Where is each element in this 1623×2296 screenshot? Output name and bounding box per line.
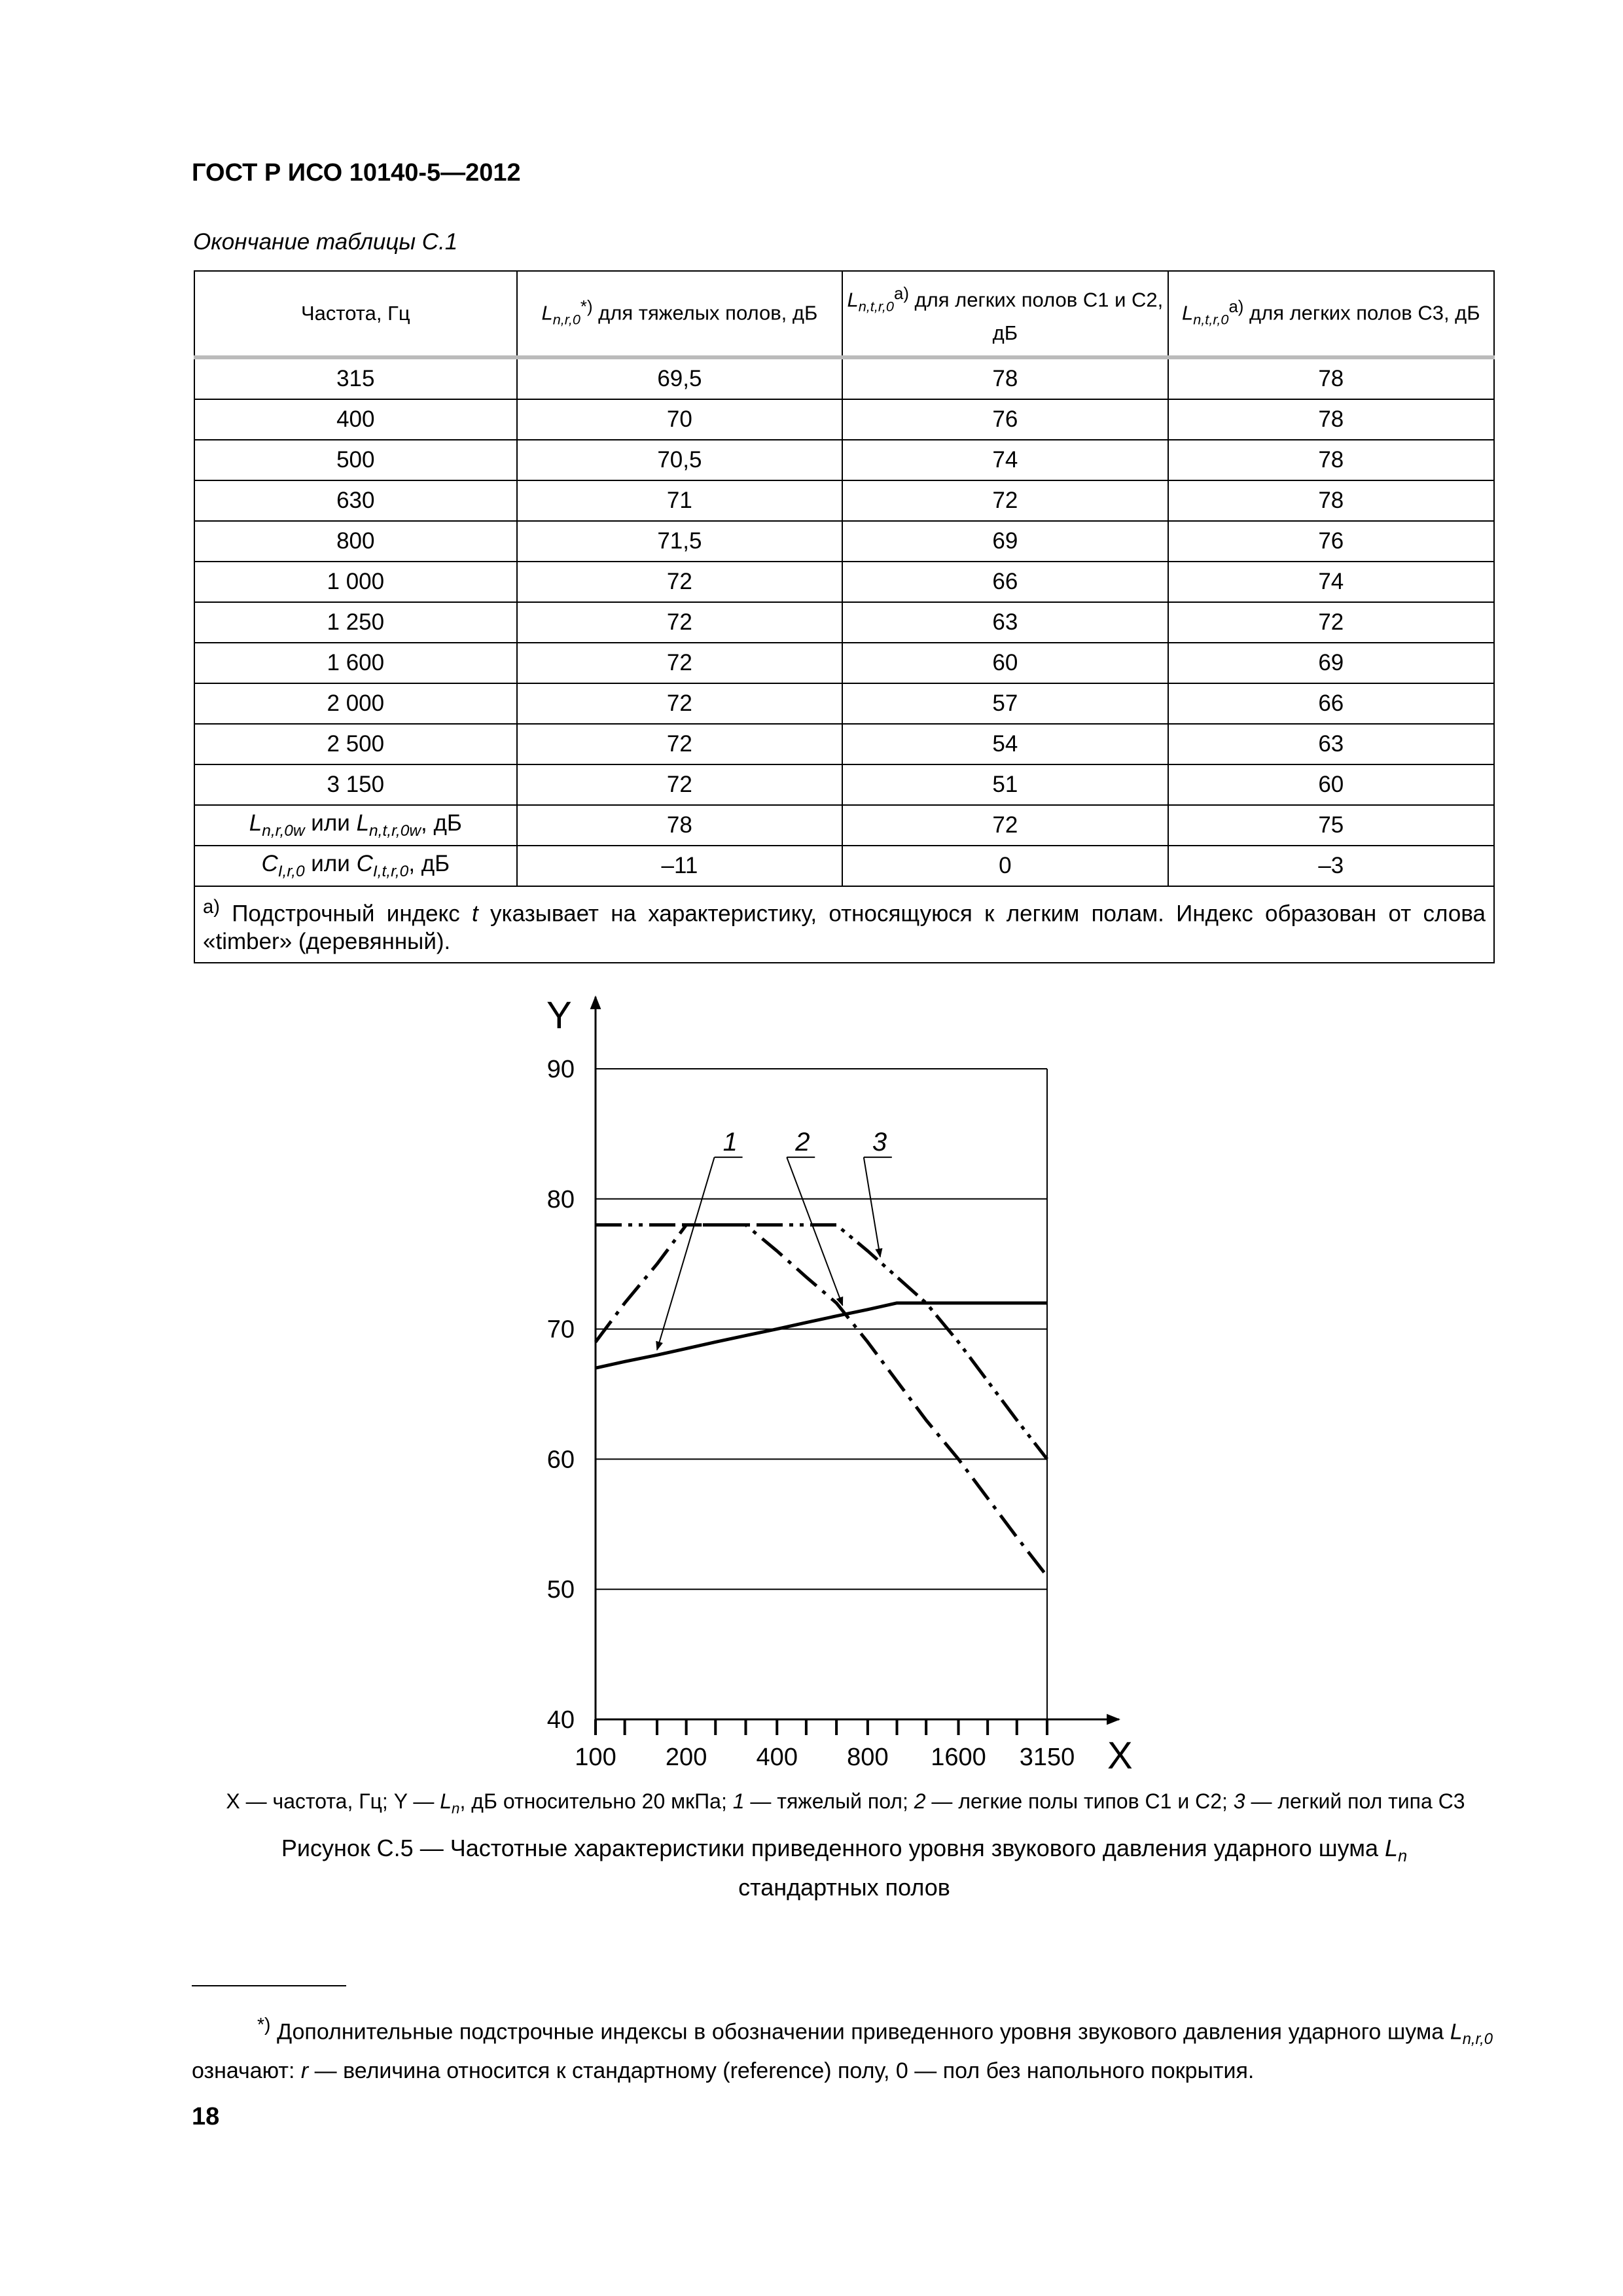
series-line-3 [596,1225,1047,1460]
y-tick-label: 40 [546,1706,575,1734]
table-cell: 69 [1168,643,1494,683]
series-label-2: 2 [795,1128,810,1157]
figure-caption: Рисунок С.5 — Частотные характеристики приведенного уровня звукового давления ударного шума $L_n$ стандартных полов [281,1835,1408,1901]
table-cell: 400 [194,399,517,440]
table-cell: 60 [1168,764,1494,805]
page-number: 18 [192,2103,220,2130]
table-cell: 78 [1168,440,1494,480]
table-cell: –11 [517,846,843,886]
table-cell: 74 [1168,562,1494,602]
table-cell: 78 [1168,399,1494,440]
table-caption: Окончание таблицы С.1 [193,229,458,255]
table-cell: 2 000 [194,683,517,724]
y-tick-label: 90 [546,1056,575,1083]
x-tick-label: 100 [575,1744,616,1771]
table-cell: $C_{I,r,0}$ или $C_{I,t,r,0}$, дБ [194,846,517,886]
table-cell: 76 [1168,521,1494,562]
table-cell: 630 [194,480,517,521]
x-axis-label: X [1107,1734,1133,1777]
table-cell: 72 [517,724,843,764]
series-line-2 [596,1225,1047,1577]
series-line-1 [596,1303,1047,1368]
table-cell: 69 [842,521,1168,562]
x-tick-label: 3150 [1019,1744,1075,1771]
table-cell: 69,5 [517,357,843,399]
table-cell: 70,5 [517,440,843,480]
table-cell: 66 [1168,683,1494,724]
table-cell: 72 [517,562,843,602]
chart-axes [596,997,1119,1735]
table-cell: 72 [517,602,843,643]
col-header-frequency: Частота, Гц [194,271,517,357]
y-tick-label: 70 [546,1316,575,1344]
footnote: *) Дополнительные подстрочные индексы в обозначении приведенного уровня звукового давления ударного шума $L_{n,r,0}$ означают: r — величина относится к стандартному (reference) полу, 0 — пол без напольного покрытия. [192,2015,1493,2084]
table-cell: 60 [842,643,1168,683]
table-cell: 1 250 [194,602,517,643]
x-tick-label: 800 [847,1744,889,1771]
table-cell: 72 [517,764,843,805]
y-tick-label: 50 [546,1576,575,1604]
x-tick-label: 200 [665,1744,707,1771]
x-tick-label: 400 [756,1744,798,1771]
footnote-separator [192,1985,346,1986]
table-cell: 72 [517,683,843,724]
chart-series [596,1225,1047,1577]
y-tick-label: 60 [546,1446,575,1474]
callout-leader-3 [864,1157,880,1257]
y-axis-label: Y [546,994,572,1037]
document-header: ГОСТ Р ИСО 10140-5—2012 [192,159,521,187]
table-cell: 72 [842,480,1168,521]
table-cell: 1 600 [194,643,517,683]
x-tick-label: 1600 [931,1744,986,1771]
table-cell: 72 [1168,602,1494,643]
figure-legend: X — частота, Гц; Y — $L_n$, дБ относительно 20 мкПа; 1 — тяжелый пол; 2 — легкие полы типов С1 и С2; 3 — легкий пол типа С3 [226,1789,1465,1817]
table-cell: 78 [1168,357,1494,399]
table-cell: 63 [842,602,1168,643]
table-cell: 54 [842,724,1168,764]
table-cell: 800 [194,521,517,562]
table-cell: 500 [194,440,517,480]
table-cell: 315 [194,357,517,399]
chart-grid [596,1069,1047,1719]
series-label-1: 1 [722,1128,738,1157]
series-label-3: 3 [872,1128,887,1157]
table-cell: 57 [842,683,1168,724]
table-cell: 51 [842,764,1168,805]
col-header-heavy: $L_{n,r,0}^{*)}$ для тяжелых полов, дБ [517,271,843,357]
table-cell: 1 000 [194,562,517,602]
table-cell: 71,5 [517,521,843,562]
table-cell: 2 500 [194,724,517,764]
table-note: $^{а)}$ Подстрочный индекс t указывает на характеристику, относящуюся к легким полам. Индекс образован от слова «timber» (деревянный). [194,886,1494,963]
table-cell: 76 [842,399,1168,440]
table-cell: 72 [842,805,1168,846]
table-cell: 72 [517,643,843,683]
table-cell: 78 [842,357,1168,399]
y-tick-label: 80 [546,1185,575,1213]
table-cell: 70 [517,399,843,440]
table-cell: –3 [1168,846,1494,886]
table-cell: 66 [842,562,1168,602]
col-header-light-c1c2: $L_{n,t,r,0}^{а)}$ для легких полов С1 и С2, дБ [842,271,1168,357]
table-cell: 78 [517,805,843,846]
table-cell: $L_{n,r,0w}$ или $L_{n,t,r,0w}$, дБ [194,805,517,846]
table-cell: 71 [517,480,843,521]
col-header-light-c3: $L_{n,t,r,0}^{а)}$ для легких полов С3, дБ [1168,271,1494,357]
table-cell: 78 [1168,480,1494,521]
table-cell: 74 [842,440,1168,480]
chart-labels [546,994,1133,1777]
table-cell: 63 [1168,724,1494,764]
table-cell: 0 [842,846,1168,886]
table-cell: 75 [1168,805,1494,846]
table-cell: 3 150 [194,764,517,805]
